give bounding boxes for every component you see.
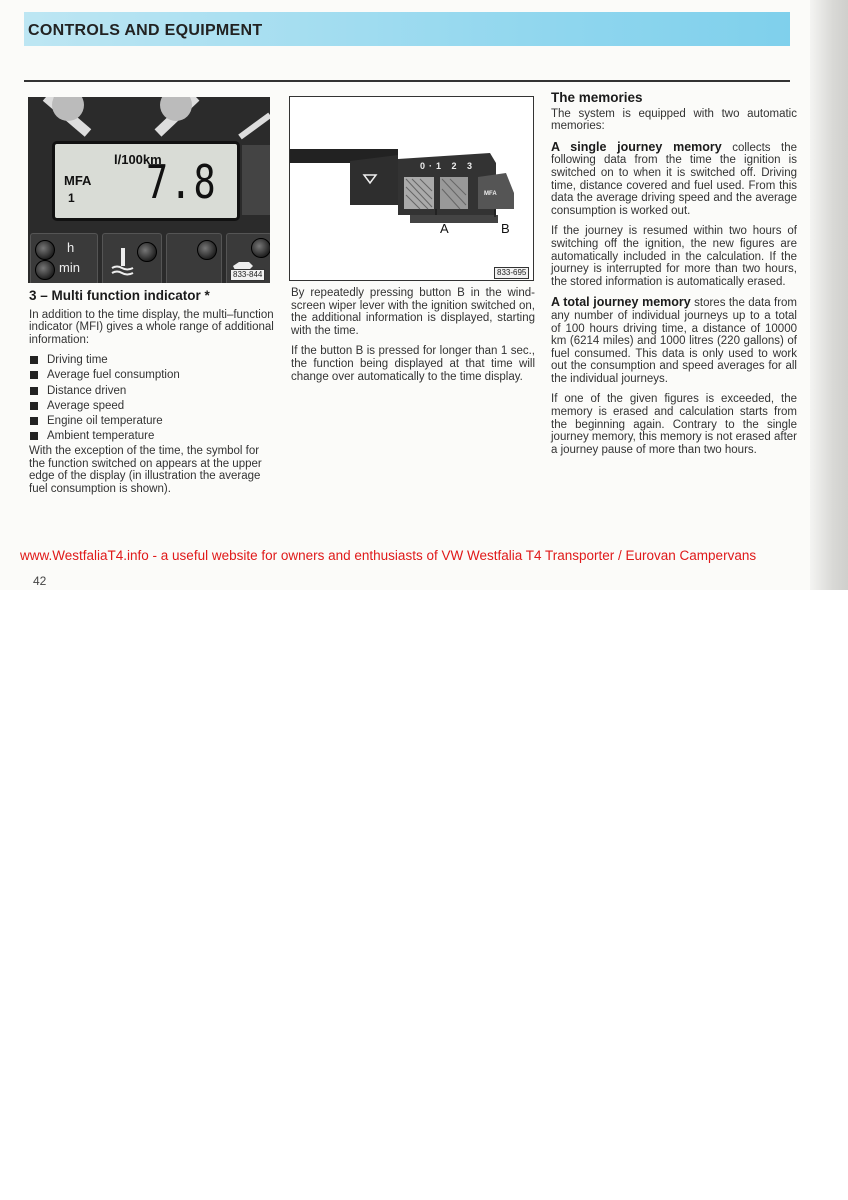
column-button-operation — [291, 287, 535, 391]
callout-b: B — [501, 221, 510, 236]
website-footer-link[interactable]: www.WestfaliaT4.info - a useful website for owners and enthusiasts of VW Westfalia T4 Transporter / Eurovan Campervans — [20, 548, 757, 563]
list-item: Engine oil temperature — [29, 415, 275, 428]
single-memory-paragraph — [551, 141, 797, 218]
display-unit: l/100km — [114, 152, 162, 167]
figure-wiper-lever — [289, 96, 534, 281]
exceed-paragraph: If one of the given figures is exceeded, the memory is erased and calculation starts from the beginning again. Contrary to the single journey memory, this memory is not erased after a journey pause of more than two hours. — [551, 393, 797, 456]
page-spine-shadow — [810, 0, 848, 590]
callout-a: A — [440, 221, 449, 236]
page-number: 42 — [33, 574, 47, 588]
single-memory-text: collects the following data from the time the ignition is switched on to when it is switched off. Driving time, distance covered and fuel used. From this data the average driving speed and the average consumption is worked out. — [551, 141, 797, 217]
minute-label: min — [59, 260, 80, 275]
list-item: Driving time — [29, 354, 275, 367]
total-memory-paragraph — [551, 296, 797, 385]
column-memories — [551, 92, 797, 464]
section-heading: The memories — [551, 90, 643, 105]
wiper-lever-drawing — [290, 97, 533, 280]
paragraph: If the button B is pressed for longer than 1 sec., the function being displayed at that time will change over automatically to the time display. — [291, 345, 535, 383]
total-memory-text: stores the data from any number of individual journeys up to a total of 100 hours driving time, a distance of 10000 km (6214 miles) and 1000 litres (220 gallons) of fuel consumed. This data is only used to work out the consumption and speed averages for all the individual journeys. — [551, 297, 798, 385]
single-memory-lead: A single journey memory — [551, 139, 722, 154]
list-item: Average fuel consumption — [29, 369, 275, 382]
list-item: Distance driven — [29, 385, 275, 398]
indicator-lamp — [197, 240, 217, 260]
hour-label: h — [67, 240, 75, 255]
oil-lamp — [251, 238, 270, 258]
intro-paragraph: The system is equipped with two automatic memories: — [551, 107, 797, 133]
lamp-panel — [166, 233, 222, 283]
total-memory-lead: A total journey memory — [551, 295, 691, 310]
figure-ref: 833-844 — [230, 269, 265, 281]
coolant-panel — [102, 233, 162, 283]
header-rule — [24, 80, 790, 82]
coolant-temperature-icon — [109, 246, 139, 276]
warning-lamp — [137, 242, 157, 262]
reset-knob-panel — [30, 233, 98, 283]
display-mode-number: 1 — [68, 191, 75, 205]
figure-mfi-display — [28, 97, 270, 283]
page-section-title: CONTROLS AND EQUIPMENT — [28, 22, 263, 39]
function-list — [29, 354, 275, 442]
intro-paragraph: In addition to the time display, the multi–function indicator (MFI) gives a whole range of additional information: — [29, 308, 274, 346]
display-value: 7.8 — [146, 155, 218, 209]
column-multi-function-indicator — [29, 290, 275, 503]
note-paragraph: With the exception of the time, the symbol for the function switched on appears at the upper edge of the display (in illustration the average fuel consumption is shown). — [29, 444, 262, 495]
minute-knob — [35, 260, 55, 280]
list-item: Average speed — [29, 400, 275, 413]
resume-paragraph: If the journey is resumed within two hours of switching off the ignition, the new figures are automatically included in the calculation. If the journey is interrupted for more than two hours, the stored information is automatically erased. — [551, 225, 797, 288]
wiper-position-markings: 0·1 2 3 — [420, 161, 477, 171]
display-label: MFA — [64, 173, 92, 188]
paragraph: By repeatedly pressing button B in the wind-screen wiper lever with the ignition switched on, the additional information is displayed, starting with the time. — [291, 287, 535, 337]
list-item: Ambient temperature — [29, 430, 275, 443]
section-heading: 3 – Multi function indicator * — [29, 288, 210, 303]
hour-knob — [35, 240, 55, 260]
mfa-button-label: MFA — [484, 191, 497, 197]
figure-ref: 833-695 — [494, 267, 529, 279]
